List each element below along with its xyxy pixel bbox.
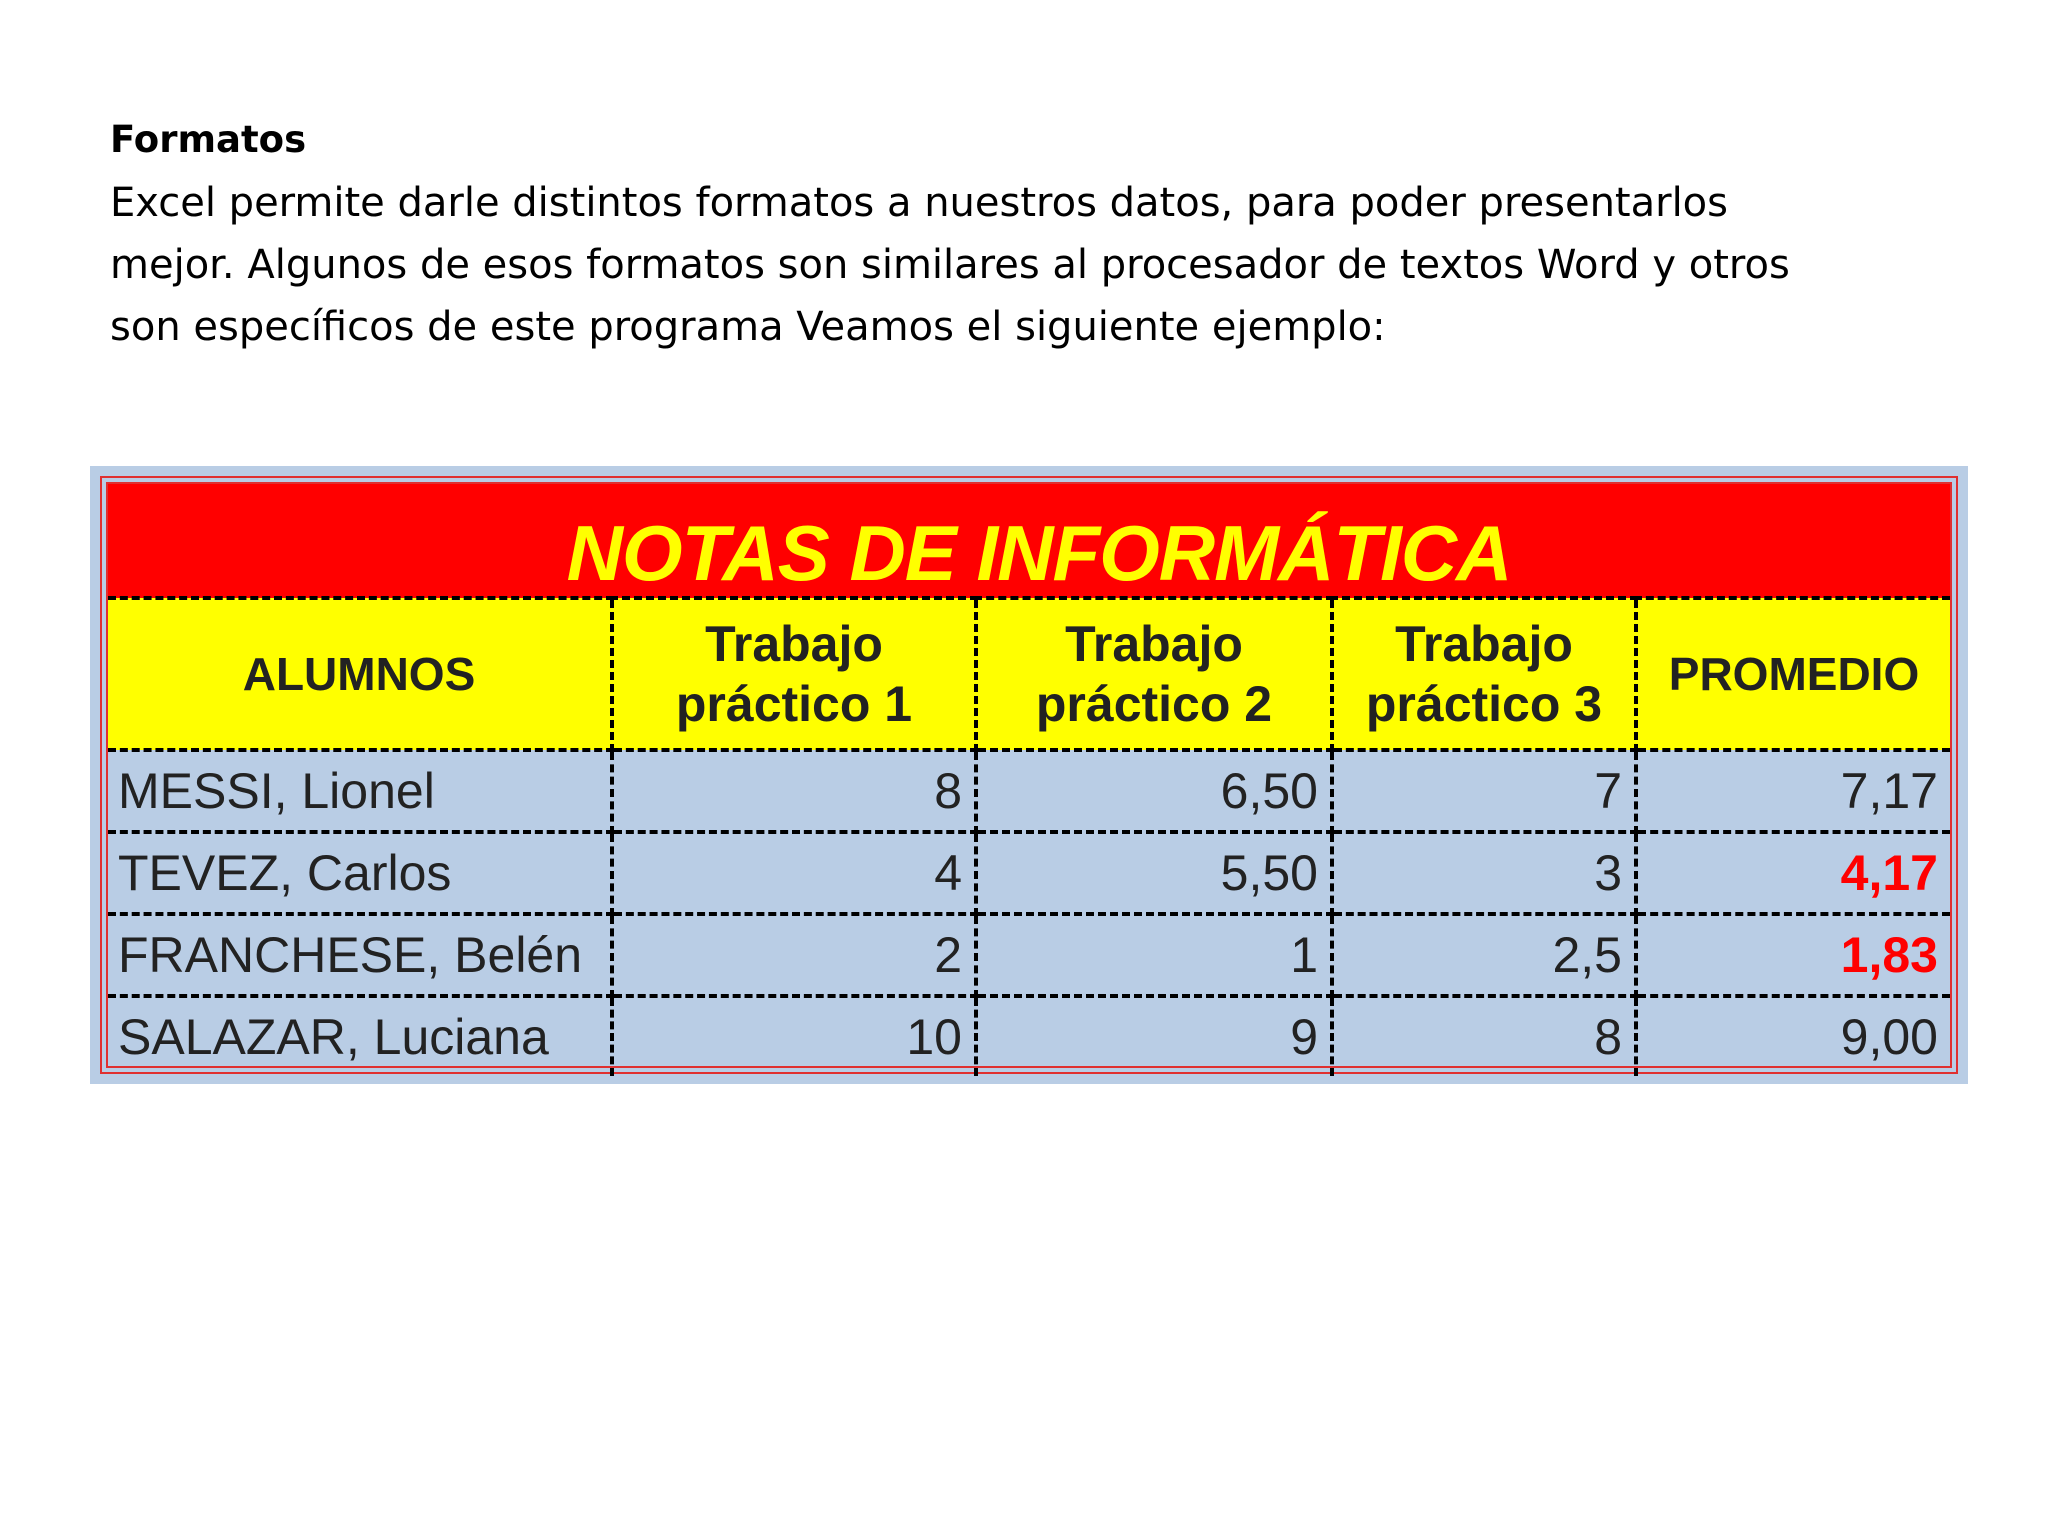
paragraph-line: son específicos de este programa Veamos el siguiente ejemplo:: [110, 304, 1386, 350]
paragraph-line: Excel permite darle distintos formatos a nuestros datos, para poder presentarlos: [110, 180, 1728, 226]
header-tp2-line2: práctico 2: [1035, 676, 1273, 732]
student-name: TEVEZ, Carlos: [108, 832, 612, 914]
table-title: NOTAS DE INFORMÁTICA: [566, 509, 1512, 597]
table-row: [108, 996, 1950, 1076]
header-tp1-line1: Trabajo: [705, 616, 883, 672]
header-tp3: [1332, 598, 1636, 750]
header-row: [108, 598, 1950, 750]
grade-tp3: 3: [1332, 832, 1636, 914]
header-alumnos: ALUMNOS: [108, 598, 612, 750]
header-tp3-line2: práctico 3: [1365, 676, 1603, 732]
header-tp3-line1: Trabajo: [1395, 616, 1573, 672]
table-row: [108, 750, 1950, 832]
grade-tp3: 8: [1332, 996, 1636, 1076]
grade-tp2: 6,50: [976, 750, 1332, 832]
grade-promedio-low: 1,83: [1636, 914, 1950, 996]
table-row: [108, 914, 1950, 996]
header-tp2-line1: Trabajo: [1065, 616, 1243, 672]
header-tp1: [612, 598, 976, 750]
title-row: [108, 484, 1950, 598]
paragraph-line: mejor. Algunos de esos formatos son similares al procesador de textos Word y otros: [110, 242, 1790, 288]
header-promedio: PROMEDIO: [1636, 598, 1950, 750]
grade-tp3: 7: [1332, 750, 1636, 832]
spreadsheet-image: [90, 466, 1968, 1084]
title-cell: [108, 484, 1950, 598]
student-name: SALAZAR, Luciana: [108, 996, 612, 1076]
grade-tp2: 9: [976, 996, 1332, 1076]
grade-tp2: 5,50: [976, 832, 1332, 914]
grade-promedio-low: 4,17: [1636, 832, 1950, 914]
section-heading: Formatos: [110, 118, 307, 161]
grade-promedio: 9,00: [1840, 1009, 1938, 1065]
student-name: MESSI, Lionel: [108, 750, 612, 832]
grades-table: [108, 484, 1950, 1076]
header-tp1-line2: práctico 1: [675, 676, 913, 732]
grade-tp1: 4: [612, 832, 976, 914]
grade-tp1: 10: [612, 996, 976, 1076]
grade-tp1: 8: [612, 750, 976, 832]
table-row: [108, 832, 1950, 914]
document-text: [110, 108, 1970, 358]
header-tp2: [976, 598, 1332, 750]
grade-tp3: 2,5: [1332, 914, 1636, 996]
student-name: FRANCHESE, Belén: [108, 914, 612, 996]
grade-promedio: 7,17: [1636, 750, 1950, 832]
grade-tp1: 2: [612, 914, 976, 996]
grade-tp2: 1: [976, 914, 1332, 996]
